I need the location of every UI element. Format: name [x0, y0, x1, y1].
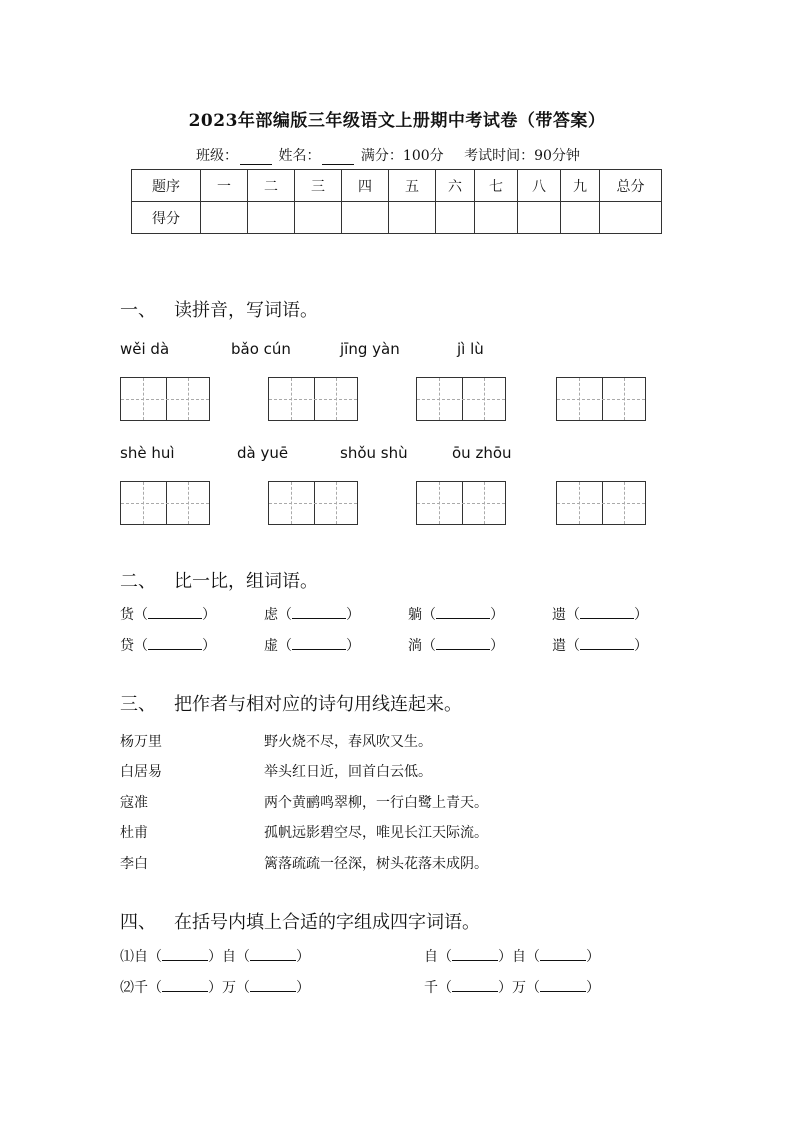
full-score: 满分：100分 — [360, 148, 444, 164]
pinyin: bǎo cún — [231, 340, 291, 358]
writing-box[interactable] — [120, 377, 210, 421]
score-cell[interactable] — [436, 202, 475, 234]
poem-line[interactable]: 野火烧不尽，春风吹又生。 — [264, 734, 432, 750]
writing-box[interactable] — [120, 481, 210, 525]
score-cell[interactable] — [389, 202, 436, 234]
writing-box[interactable] — [556, 377, 646, 421]
exam-time: 考试时间：90分钟 — [464, 148, 580, 164]
header-cell: 六 — [436, 170, 475, 202]
pinyin: jīng yàn — [340, 340, 400, 358]
poem-line[interactable]: 两个黄鹂鸣翠柳，一行白鹭上青天。 — [264, 795, 488, 811]
compare-item[interactable]: 货（ ） — [120, 607, 216, 623]
header-cell: 题序 — [132, 170, 201, 202]
writing-box[interactable] — [416, 481, 506, 525]
poem-line[interactable]: 举头红日近，回首白云低。 — [264, 764, 432, 780]
compare-item[interactable]: 贷（ ） — [120, 638, 216, 654]
page-title: 2023年部编版三年级语文上册期中考试卷（带答案） — [188, 111, 606, 131]
author-name[interactable]: 杨万里 — [120, 734, 162, 750]
name-label: 姓名： — [278, 148, 321, 164]
author-name[interactable]: 李白 — [120, 856, 148, 872]
section-4-heading: 四、 在括号内填上合适的字组成四字词语。 — [120, 912, 480, 933]
writing-box[interactable] — [556, 481, 646, 525]
pinyin: shǒu shù — [340, 444, 408, 462]
exam-info — [196, 145, 580, 165]
writing-box[interactable] — [416, 377, 506, 421]
author-name[interactable]: 寇准 — [120, 795, 148, 811]
compare-item[interactable]: 遣（ ） — [552, 638, 648, 654]
header-cell: 七 — [475, 170, 518, 202]
header-cell: 四 — [342, 170, 389, 202]
header-cell: 二 — [248, 170, 295, 202]
writing-box[interactable] — [268, 377, 358, 421]
class-blank[interactable] — [240, 150, 272, 165]
class-label: 班级： — [196, 148, 238, 164]
score-cell[interactable] — [295, 202, 342, 234]
compare-item[interactable]: 躺（ ） — [408, 607, 504, 623]
name-blank[interactable] — [322, 150, 354, 165]
compare-item[interactable]: 遗（ ） — [552, 607, 648, 623]
score-cell[interactable] — [475, 202, 518, 234]
score-cell[interactable] — [600, 202, 662, 234]
author-name[interactable]: 杜甫 — [120, 825, 148, 841]
score-table — [131, 169, 662, 234]
pinyin: wěi dà — [120, 340, 170, 358]
compare-item[interactable]: 淌（ ） — [408, 638, 504, 654]
row-label: 得分 — [132, 202, 201, 234]
compare-item[interactable]: 虑（ ） — [264, 607, 360, 623]
score-table-header — [132, 170, 662, 202]
writing-box[interactable] — [268, 481, 358, 525]
section-2-heading: 二、 比一比，组词语。 — [120, 571, 318, 592]
score-cell[interactable] — [248, 202, 295, 234]
score-cell[interactable] — [201, 202, 248, 234]
score-cell[interactable] — [561, 202, 600, 234]
header-cell: 五 — [389, 170, 436, 202]
section-1-heading: 一、 读拼音，写词语。 — [120, 300, 318, 321]
fill-item[interactable]: 自（ ）自（ ） — [424, 949, 600, 965]
pinyin: shè huì — [120, 444, 175, 462]
header-cell: 总分 — [600, 170, 662, 202]
section-3-heading: 三、 把作者与相对应的诗句用线连起来。 — [120, 694, 462, 715]
score-table-row — [132, 202, 662, 234]
score-cell[interactable] — [518, 202, 561, 234]
fill-item[interactable]: ⑴自（ ）自（ ） — [120, 949, 310, 965]
header-cell: 九 — [561, 170, 600, 202]
compare-item[interactable]: 虚（ ） — [264, 638, 360, 654]
poem-line[interactable]: 篱落疏疏一径深，树头花落未成阴。 — [264, 856, 488, 872]
score-cell[interactable] — [342, 202, 389, 234]
author-name[interactable]: 白居易 — [120, 764, 162, 780]
header-cell: 三 — [295, 170, 342, 202]
pinyin: ōu zhōu — [452, 444, 512, 462]
header-cell: 一 — [201, 170, 248, 202]
pinyin: dà yuē — [237, 444, 289, 462]
poem-line[interactable]: 孤帆远影碧空尽，唯见长江天际流。 — [264, 825, 488, 841]
fill-item[interactable]: ⑵千（ ）万（ ） — [120, 980, 310, 996]
pinyin: jì lù — [457, 340, 484, 358]
header-cell: 八 — [518, 170, 561, 202]
fill-item[interactable]: 千（ ）万（ ） — [424, 980, 600, 996]
